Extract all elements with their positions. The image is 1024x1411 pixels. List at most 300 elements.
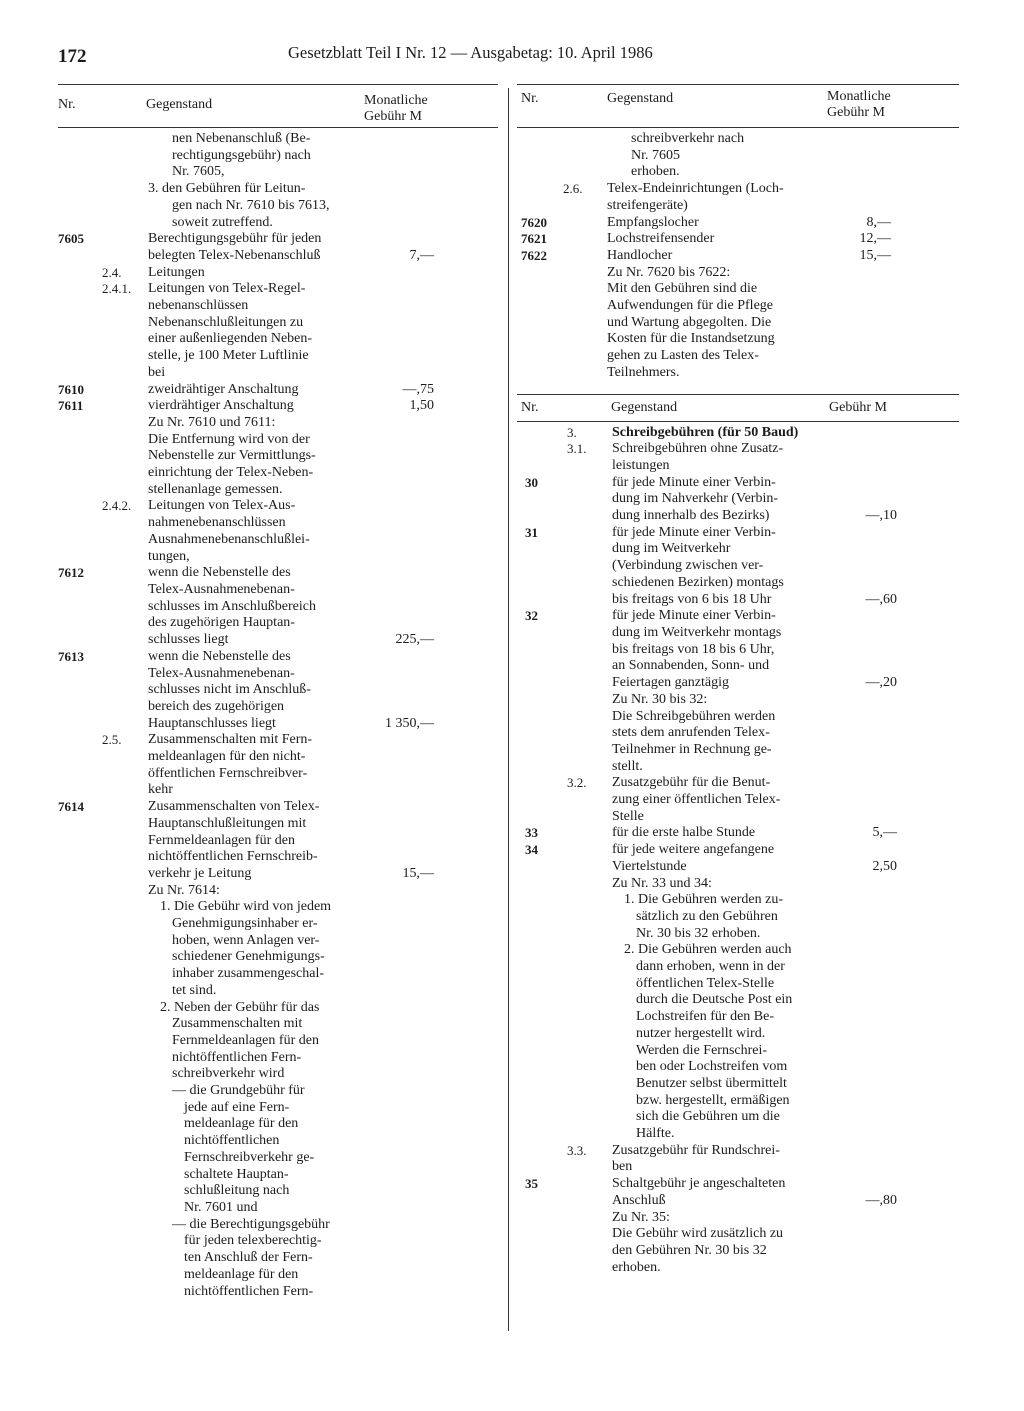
right-column [517, 84, 959, 1276]
table-row [58, 716, 498, 733]
table-row [517, 1159, 959, 1176]
table-row [58, 682, 498, 699]
table-row [58, 666, 498, 683]
entry-text: erhoben. [631, 164, 680, 180]
entry-text: 1. Die Gebühren werden zu- [624, 892, 783, 908]
table-row [517, 198, 959, 215]
section-number: 2.4.1. [102, 281, 132, 297]
table-row [58, 1066, 498, 1083]
entry-text: nichtöffentlichen [184, 1133, 280, 1149]
entry-text: gen nach Nr. 7610 bis 7613, [172, 197, 330, 213]
entry-text: Stelle [612, 808, 644, 824]
table-row [58, 1033, 498, 1050]
table-row [58, 833, 498, 850]
entry-text: sätzlich zu den Gebühren [636, 908, 778, 924]
entry-text: Fernschreibverkehr ge- [184, 1149, 315, 1165]
entry-text: schreibverkehr nach [631, 131, 745, 146]
entry-number: 7622 [521, 247, 547, 263]
entry-text: Zusatzgebühr für Rundschrei- [612, 1142, 780, 1158]
table-row [58, 1200, 498, 1217]
entry-text: erhoben. [612, 1259, 661, 1275]
section-number: 2.4.2. [102, 498, 132, 514]
table-row [517, 558, 959, 575]
entry-text: für jede Minute einer Verbin- [612, 474, 776, 490]
table-row [517, 942, 959, 959]
table-row [58, 949, 498, 966]
table-row [517, 992, 959, 1009]
entry-number: 30 [525, 474, 538, 490]
table-row [517, 759, 959, 776]
entry-text: Fernmeldeanlagen für den [172, 1032, 319, 1048]
entry-text: Zu Nr. 7614: [148, 882, 220, 898]
table-row [58, 1000, 498, 1017]
entry-text: ben [612, 1159, 633, 1175]
table-row [58, 582, 498, 599]
fee-value: 15,— [859, 247, 891, 263]
table-row [58, 565, 498, 582]
entry-text: Werden die Fernschrei- [636, 1042, 768, 1058]
table-row [58, 1133, 498, 1150]
fee-value: —,80 [865, 1192, 897, 1208]
table-row [58, 382, 498, 399]
table-row [517, 441, 959, 458]
table-row [517, 148, 959, 165]
entry-text: Nebenstelle zur Vermittlungs- [148, 448, 316, 464]
table-row [517, 926, 959, 943]
entry-text: schlusses im Anschlußbereich [148, 598, 316, 614]
table-row [58, 799, 498, 816]
table-row [58, 248, 498, 265]
entry-text: öffentlichen Telex-Stelle [636, 975, 775, 991]
table-row [517, 508, 959, 525]
table-row [58, 632, 498, 649]
table-row [58, 782, 498, 799]
entry-text: dung im Weitverkehr montags [612, 624, 782, 640]
entry-text: nebenanschlüssen [148, 298, 249, 314]
table-row [517, 592, 959, 609]
table-row [517, 842, 959, 859]
table-row [58, 732, 498, 749]
table-row [517, 231, 959, 248]
table-row [58, 1083, 498, 1100]
table-row [58, 1250, 498, 1267]
header-nr: Nr. [521, 399, 539, 415]
entry-text: tet sind. [172, 982, 217, 998]
entry-text: vierdrähtiger Anschaltung [148, 398, 294, 414]
table-row [517, 909, 959, 926]
table-row [58, 1116, 498, 1133]
entry-number: 7614 [58, 799, 84, 815]
entry-text: stets dem anrufenden Telex- [612, 725, 770, 741]
entry-text: schaltete Hauptan- [184, 1166, 289, 1182]
table-row [517, 742, 959, 759]
entry-text: dann erhoben, wenn in der [636, 959, 785, 975]
fee-value: —,60 [865, 591, 897, 607]
fee-value: 2,50 [872, 858, 897, 874]
entry-number: 32 [525, 608, 538, 624]
table-row [517, 348, 959, 365]
header-gegenstand: Gegenstand [607, 91, 674, 106]
entry-number: 7621 [521, 231, 547, 247]
entry-text: Nr. 7605 [631, 147, 680, 163]
table-row [517, 164, 959, 181]
section-number: 2.4. [102, 264, 122, 280]
table-row [58, 348, 498, 365]
entry-text: Hälfte. [636, 1126, 675, 1142]
entry-text: für die erste halbe Stunde [612, 825, 756, 841]
table-row [58, 482, 498, 499]
entry-number: 7612 [58, 565, 84, 581]
entry-number: 31 [525, 524, 538, 540]
entry-text: zung einer öffentlichen Telex- [612, 792, 781, 808]
entry-text: öffentlichen Fernschreibver- [148, 765, 308, 781]
section-number: 3.3. [567, 1142, 587, 1158]
header-nr: Nr. [58, 97, 76, 112]
entry-text: Berechtigungsgebühr für jeden [148, 231, 322, 247]
entry-text: streifengeräte) [607, 197, 688, 213]
table-row [58, 749, 498, 766]
table-row [58, 432, 498, 449]
entry-text: jede auf eine Fern- [184, 1099, 290, 1115]
entry-text: stellt. [612, 758, 643, 774]
column-divider [508, 88, 509, 1331]
entry-number: 7620 [521, 214, 547, 230]
entry-text: 1. Die Gebühr wird von jedem [160, 899, 332, 915]
table-row [517, 825, 959, 842]
entry-number: 7611 [58, 398, 84, 414]
entry-text: Genehmigungsinhaber er- [172, 916, 318, 932]
fee-value: 225,— [395, 632, 434, 648]
table-row [517, 1243, 959, 1260]
table-row [517, 1210, 959, 1227]
table-row [58, 899, 498, 916]
entry-text: dung innerhalb des Bezirks) [612, 508, 770, 524]
entry-text: schreibverkehr wird [172, 1066, 285, 1082]
table-header-2 [517, 394, 959, 422]
right-rows-1 [517, 131, 959, 382]
table-row [58, 1050, 498, 1067]
table-row [58, 181, 498, 198]
entry-text: Zu Nr. 35: [612, 1209, 670, 1225]
entry-text: rechtigungsgebühr) nach [172, 147, 311, 163]
entry-number: 7605 [58, 231, 84, 247]
entry-text: ben oder Lochstreifen vom [636, 1059, 788, 1075]
entry-text: für jede Minute einer Verbin- [612, 608, 776, 624]
table-row [517, 809, 959, 826]
entry-text: an Sonnabenden, Sonn- und [612, 658, 770, 674]
table-row [517, 1093, 959, 1110]
entry-number: 34 [525, 842, 538, 858]
table-row [517, 265, 959, 282]
table-row [58, 933, 498, 950]
entry-text: tungen, [148, 548, 190, 564]
entry-text: inhaber zusammengeschal- [172, 966, 324, 982]
entry-text: Schaltgebühr je angeschalteten [612, 1176, 786, 1192]
entry-text: Mit den Gebühren sind die [607, 281, 758, 297]
entry-text: für jeden telexberechtig- [184, 1233, 322, 1249]
table-row [58, 966, 498, 983]
entry-text: Nr. 7605, [172, 164, 225, 180]
entry-text: belegten Telex-Nebenanschluß [148, 247, 321, 263]
entry-text: Aufwendungen für die Pflege [607, 298, 774, 314]
entry-text: dung im Weitverkehr [612, 541, 731, 557]
table-row [58, 331, 498, 348]
entry-text: ten Anschluß der Fern- [184, 1250, 313, 1266]
entry-text: Die Entfernung wird von der [148, 431, 310, 447]
table-row [517, 859, 959, 876]
entry-text: 2. Neben der Gebühr für das [160, 999, 320, 1015]
entry-text: — die Berechtigungsgebühr [172, 1216, 330, 1232]
table-row [517, 131, 959, 148]
entry-text: schlusses nicht im Anschluß- [148, 682, 311, 698]
entry-text: gehen zu Lasten des Telex- [607, 348, 759, 364]
table-row [517, 491, 959, 508]
table-row [58, 164, 498, 181]
entry-number: 33 [525, 825, 538, 841]
section-number: 3.1. [567, 441, 587, 457]
table-row [58, 849, 498, 866]
fee-value: 8,— [866, 214, 891, 230]
table-row [517, 1043, 959, 1060]
fee-value: —,20 [865, 675, 897, 691]
entry-text: bereich des zugehörigen [148, 698, 285, 714]
table-row [517, 625, 959, 642]
entry-text: schlußleitung nach [184, 1183, 290, 1199]
header-gegenstand: Gegenstand [146, 97, 213, 112]
table-row [517, 425, 959, 442]
entry-text: wenn die Nebenstelle des [148, 565, 291, 581]
entry-text: schiedener Genehmigungs- [172, 949, 325, 965]
entry-text: nen Nebenanschluß (Be- [172, 131, 311, 146]
entry-text: Leitungen [148, 264, 205, 280]
table-row [58, 281, 498, 298]
entry-text: nichtöffentlichen Fernschreib- [148, 849, 318, 865]
table-row [58, 599, 498, 616]
table-row [517, 709, 959, 726]
table-row [58, 532, 498, 549]
fee-value: 15,— [402, 865, 434, 881]
table-row [58, 916, 498, 933]
entry-text: für jede weitere angefangene [612, 842, 775, 858]
table-row [58, 265, 498, 282]
table-row [58, 131, 498, 148]
table-row [58, 1100, 498, 1117]
entry-text: Zusammenschalten mit [172, 1016, 303, 1032]
table-row [58, 148, 498, 165]
table-row [58, 766, 498, 783]
table-row [58, 1150, 498, 1167]
left-column [58, 84, 498, 1300]
entry-text: soweit zutreffend. [172, 214, 273, 230]
entry-text: stelle, je 100 Meter Luftlinie [148, 348, 309, 364]
table-row [58, 198, 498, 215]
fee-value: 12,— [859, 231, 891, 247]
entry-text: Telex-Endeinrichtungen (Loch- [607, 181, 784, 197]
entry-text: zweidrähtiger Anschaltung [148, 381, 299, 397]
entry-text: kehr [148, 782, 173, 798]
entry-text: des zugehörigen Hauptan- [148, 615, 295, 631]
table-row [58, 615, 498, 632]
entry-text: Feiertagen ganztägig [612, 675, 730, 691]
table-row [517, 365, 959, 382]
table-row [517, 475, 959, 492]
entry-text: Telex-Ausnahmenebenan- [148, 665, 295, 681]
table-row [517, 1009, 959, 1026]
entry-text: Die Gebühr wird zusätzlich zu [612, 1226, 784, 1242]
table-row [58, 315, 498, 332]
entry-text: bei [148, 364, 166, 380]
header-gebuehr-1: Monatliche [364, 93, 428, 108]
header-gebuehr: Gebühr M [829, 399, 887, 415]
entry-text: sich die Gebühren um die [636, 1109, 780, 1125]
entry-text: Hauptanschlusses liegt [148, 715, 276, 731]
table-row [58, 983, 498, 1000]
table-row [517, 1026, 959, 1043]
entry-number: 35 [525, 1176, 538, 1192]
table-row [58, 298, 498, 315]
table-row [517, 215, 959, 232]
entry-text: Nr. 7601 und [184, 1200, 258, 1215]
entry-text: — die Grundgebühr für [172, 1083, 305, 1099]
table-row [517, 458, 959, 475]
entry-text: Schreibgebühren (für 50 Baud) [612, 424, 799, 440]
table-row [58, 1284, 498, 1301]
entry-text: Nebenanschlußleitungen zu [148, 314, 304, 330]
entry-text: Leitungen von Telex-Regel- [148, 281, 306, 297]
entry-text: meldeanlage für den [184, 1116, 299, 1132]
table-row [58, 465, 498, 482]
entry-text: meldeanlagen für den nicht- [148, 749, 306, 765]
entry-text: leistungen [612, 457, 670, 473]
table-row [58, 1233, 498, 1250]
table-row [517, 976, 959, 993]
entry-text: durch die Deutsche Post ein [636, 992, 793, 1008]
entry-text: hoben, wenn Anlagen ver- [172, 932, 320, 948]
entry-text: wenn die Nebenstelle des [148, 648, 291, 664]
entry-text: nahmenebenanschlüssen [148, 515, 286, 531]
entry-text: stellenanlage gemessen. [148, 481, 283, 497]
entry-text: dung im Nahverkehr (Verbin- [612, 491, 779, 507]
table-row [58, 1167, 498, 1184]
table-row [517, 1143, 959, 1160]
fee-value: 7,— [409, 247, 434, 263]
table-row [58, 448, 498, 465]
table-row [58, 398, 498, 415]
table-row [517, 792, 959, 809]
table-row [58, 231, 498, 248]
entry-text: Ausnahmenebenanschlußlei- [148, 531, 310, 547]
table-row [517, 692, 959, 709]
entry-text: nichtöffentlichen Fern- [184, 1283, 314, 1299]
table-row [58, 816, 498, 833]
entry-text: Zusammenschalten mit Fern- [148, 732, 313, 748]
table-row [517, 959, 959, 976]
header-nr: Nr. [521, 91, 539, 106]
fee-value: —,10 [865, 508, 897, 524]
entry-text: Nr. 30 bis 32 erhoben. [636, 925, 761, 941]
right-rows-2 [517, 425, 959, 1277]
entry-text: Zusammenschalten von Telex- [148, 799, 320, 815]
table-row [517, 642, 959, 659]
table-row [58, 415, 498, 432]
entry-text: einrichtung der Telex-Neben- [148, 465, 314, 481]
header-gegenstand: Gegenstand [611, 399, 678, 415]
entry-text: schiedenen Bezirken) montags [612, 574, 784, 590]
table-row [517, 1176, 959, 1193]
fee-value: 5,— [872, 825, 897, 841]
table-row [517, 892, 959, 909]
section-number: 2.6. [563, 181, 583, 197]
table-row [517, 281, 959, 298]
table-row [517, 298, 959, 315]
table-row [517, 315, 959, 332]
table-row [517, 1193, 959, 1210]
entry-text: bis freitags von 18 bis 6 Uhr, [612, 641, 775, 657]
table-row [58, 365, 498, 382]
table-header-1 [517, 84, 959, 128]
entry-text: bis freitags von 6 bis 18 Uhr [612, 591, 772, 607]
entry-number: 7610 [58, 381, 84, 397]
entry-text: für jede Minute einer Verbin- [612, 524, 776, 540]
entry-text: Zu Nr. 7610 und 7611: [148, 414, 276, 430]
running-head: Gesetzblatt Teil I Nr. 12 — Ausgabetag: 10. April 1986 [288, 43, 653, 62]
entry-text: Die Schreibgebühren werden [612, 708, 776, 724]
table-row [58, 1217, 498, 1234]
table-row [58, 866, 498, 883]
table-row [517, 1109, 959, 1126]
fee-value: 1,50 [409, 398, 434, 414]
entry-number: 7613 [58, 648, 84, 664]
table-row [517, 248, 959, 265]
entry-text: den Gebühren Nr. 30 bis 32 [612, 1243, 767, 1258]
table-row [517, 658, 959, 675]
table-row [517, 181, 959, 198]
entry-text: Hauptanschlußleitungen mit [148, 815, 307, 831]
entry-text: Zu Nr. 33 und 34: [612, 875, 712, 891]
table-row [517, 1059, 959, 1076]
entry-text: Fernmeldeanlagen für den [148, 832, 295, 848]
entry-text: nutzer hergestellt wird. [636, 1025, 766, 1041]
table-row [517, 725, 959, 742]
fee-value: —,75 [402, 381, 434, 397]
entry-text: Zu Nr. 30 bis 32: [612, 691, 708, 707]
entry-text: meldeanlage für den [184, 1266, 299, 1282]
table-row [517, 575, 959, 592]
table-row [58, 1183, 498, 1200]
table-row [517, 608, 959, 625]
section-number: 2.5. [102, 732, 122, 748]
header-gebuehr-2: Gebühr M [364, 109, 422, 124]
entry-text: Zu Nr. 7620 bis 7622: [607, 264, 731, 280]
table-row [58, 1016, 498, 1033]
fee-value: 1 350,— [385, 715, 434, 731]
entry-text: verkehr je Leitung [148, 865, 252, 881]
entry-text: Teilnehmer in Rechnung ge- [612, 741, 772, 757]
entry-text: Teilnehmers. [607, 364, 680, 380]
entry-text: 2. Die Gebühren werden auch [624, 942, 792, 958]
entry-text: Kosten für die Instandsetzung [607, 331, 775, 347]
table-row [58, 649, 498, 666]
entry-text: Leitungen von Telex-Aus- [148, 498, 296, 514]
entry-text: Viertelstunde [612, 858, 687, 874]
entry-text: Lochstreifensender [607, 231, 715, 247]
entry-text: Anschluß [612, 1192, 666, 1208]
table-row [58, 883, 498, 900]
entry-text: schlusses liegt [148, 632, 229, 648]
table-row [517, 1260, 959, 1277]
entry-text: Benutzer selbst übermittelt [636, 1075, 787, 1091]
table-row [517, 1126, 959, 1143]
